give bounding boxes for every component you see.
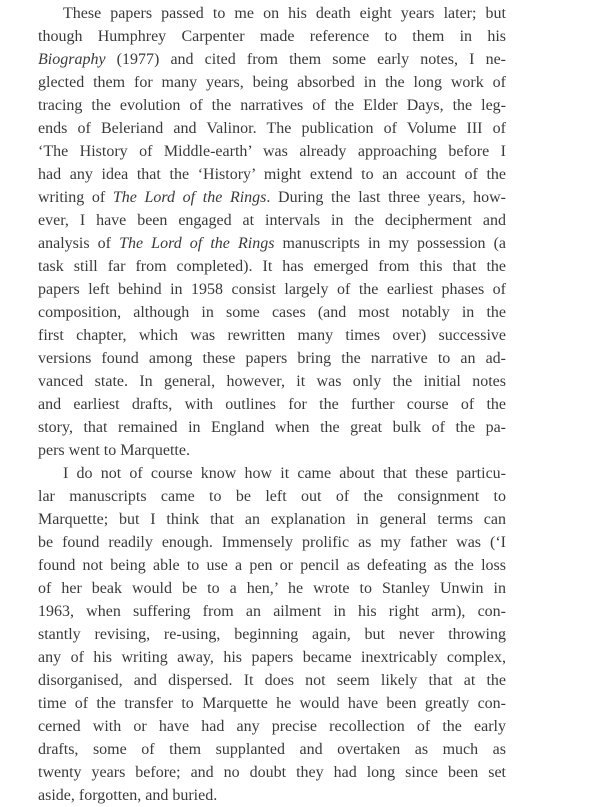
- text-line: writing of The Lord of the Rings. During the last three years, how-: [38, 189, 506, 206]
- text-line: story, that remained in England when the great bulk of the pa-: [38, 419, 506, 436]
- text-line: cerned with or have had any precise recollection of the early: [38, 718, 506, 735]
- text-line: glected them for many years, being absorbed in the long work of: [38, 74, 506, 91]
- text-line: aside, forgotten, and buried.: [38, 787, 218, 804]
- text-line: time of the transfer to Marquette he would have been greatly con-: [38, 695, 506, 712]
- text-line: drafts, some of them supplanted and overtaken as much as: [38, 741, 506, 758]
- text-line: pers went to Marquette.: [38, 442, 190, 459]
- text-line: twenty years before; and no doubt they had long since been set: [38, 764, 506, 781]
- paragraph: [38, 462, 506, 807]
- text-line: Marquette; but I think that an explanation in general terms can: [38, 511, 506, 528]
- text-line: Biography (1977) and cited from them some early notes, I ne-: [38, 51, 506, 68]
- italic-book-title: The Lord of the Rings: [119, 235, 275, 252]
- text-line: disorganised, and dispersed. It does not seem likely that at the: [38, 672, 506, 689]
- text-line: analysis of The Lord of the Rings manuscripts in my possession (a: [38, 235, 506, 252]
- text-line: tracing the evolution of the narratives of the Elder Days, the leg-: [38, 97, 506, 114]
- text-line: papers left behind in 1958 consist largely of the earliest phases of: [38, 281, 506, 298]
- text-line: though Humphrey Carpenter made reference to them in his: [38, 28, 506, 45]
- text-line: 1963, when suffering from an ailment in his right arm), con-: [38, 603, 506, 620]
- italic-book-title: The Lord of the Rings: [112, 189, 267, 206]
- text-line: vanced state. In general, however, it was only the initial notes: [38, 373, 506, 390]
- text-line: These papers passed to me on his death eight years later; but: [63, 5, 506, 22]
- text-line: and earliest drafts, with outlines for the further course of the: [38, 396, 506, 413]
- text-line: of her beak would be to a hen,’ he wrote to Stanley Unwin in: [38, 580, 506, 597]
- text-line: ends of Beleriand and Valinor. The publication of Volume III of: [38, 120, 506, 137]
- text-line: I do not of course know how it came about that these particu-: [63, 465, 506, 482]
- text-line: versions found among these papers bring the narrative to an ad-: [38, 350, 506, 367]
- text-line: first chapter, which was rewritten many times over) successive: [38, 327, 506, 344]
- text-line: ever, I have been engaged at intervals in the decipherment and: [38, 212, 506, 229]
- italic-book-title: Biography: [38, 51, 106, 68]
- text-line: task still far from completed). It has emerged from this that the: [38, 258, 506, 275]
- text-line: any of his writing away, his papers became inextricably complex,: [38, 649, 506, 666]
- text-line: composition, although in some cases (and most notably in the: [38, 304, 506, 321]
- text-line: be found readily enough. Immensely prolific as my father was (‘I: [38, 534, 506, 551]
- text-block: [38, 2, 506, 807]
- text-line: lar manuscripts came to be left out of the consignment to: [38, 488, 506, 505]
- text-line: found not being able to use a pen or pencil as defeating as the loss: [38, 557, 506, 574]
- paragraph: [38, 2, 506, 462]
- text-line: stantly revising, re-using, beginning again, but never throwing: [38, 626, 506, 643]
- text-line: had any idea that the ‘History’ might extend to an account of the: [38, 166, 506, 183]
- text-line: ‘The History of Middle-earth’ was already approaching before I: [38, 143, 506, 160]
